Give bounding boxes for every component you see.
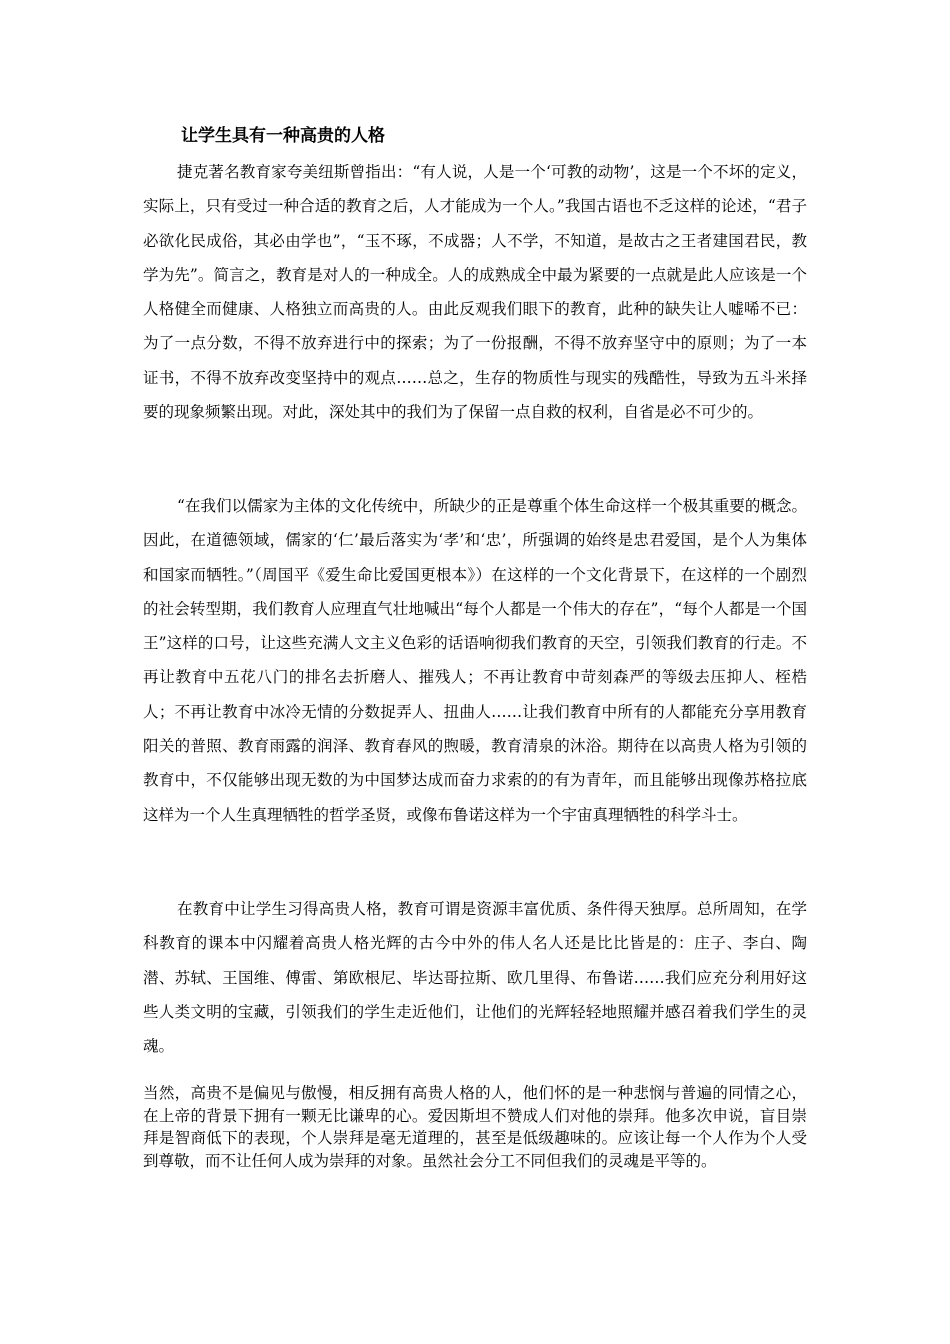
paragraph-1: 捷克著名教育家夸美纽斯曾指出：“有人说，人是一个‘可教的动物’，这是一个不坏的定义，实际上，只有受过一种合适的教育之后，人才能成为一个人。”我国古语也不乏这样的论述，“君子必欲化民成俗，其必由学也”，“玉不琢，不成器；人不学，不知道，是故古之王者建国君民，教学为先”。简言之，教育是对人的一种成全。人的成熟成全中最为紧要的一点就是此人应该是一个人格健全而健康、人格独立而高贵的人。由此反观我们眼下的教育，此种的缺失让人嘘唏不已：为了一点分数，不得不放弃进行中的探索；为了一份报酬，不得不放弃坚守中的原则；为了一本证书，不得不放弃改变坚持中的观点……总之，生存的物质性与现实的残酷性，导致为五斗米择要的现象频繁出现。对此，深处其中的我们为了保留一点自救的权利，自省是必不可少的。 bbox=[143, 163, 807, 422]
paragraph-4: 当然，高贵不是偏见与傲慢，相反拥有高贵人格的人，他们怀的是一种悲悯与普遍的同情之心，在上帝的背景下拥有一颗无比谦卑的心。爱因斯坦不赞成人们对他的崇拜。他多次申说，盲目崇拜是智商低下的表现，个人崇拜是毫无道理的，甚至是低级趣味的。应该让每一个人作为个人受到尊敬，而不让任何人成为崇拜的对象。虽然社会分工不同但我们的灵魂是平等的。 bbox=[143, 1084, 807, 1170]
paragraph-3: 在教育中让学生习得高贵人格，教育可谓是资源丰富优质、条件得天独厚。总所周知，在学科教育的课本中闪耀着高贵人格光辉的古今中外的伟人名人还是比比皆是的：庄子、李白、陶潜、苏轼、王国维、傅雷、第欧根尼、毕达哥拉斯、欧几里得、布鲁诺……我们应充分利用好这些人类文明的宝藏，引领我们的学生走近他们，让他们的光辉轻轻地照耀并感召着我们学生的灵魂。 bbox=[143, 900, 807, 1056]
document-title: 让学生具有一种高贵的人格 bbox=[181, 126, 385, 146]
paragraph-2: “在我们以儒家为主体的文化传统中，所缺少的正是尊重个体生命这样一个极其重要的概念。因此，在道德领域，儒家的‘仁’最后落实为‘孝’和‘忠’，所强调的始终是忠君爱国，是个人为集体和国家而牺牲。”（周国平《爱生命比爱国更根本》）在这样的一个文化背景下，在这样的一个剧烈的社会转型期，我们教育人应理直气壮地喊出“每个人都是一个伟大的存在”，“每个人都是一个国王”这样的口号，让这些充满人文主义色彩的话语响彻我们教育的天空，引领我们教育的行走。不再让教育中五花八门的排名去折磨人、摧残人；不再让教育中苛刻森严的等级去压抑人、桎梏人；不再让教育中冰冷无情的分数捉弄人、扭曲人……让我们教育中所有的人都能充分享用教育阳关的普照、教育雨露的润泽、教育春风的煦暖，教育清泉的沐浴。期待在以高贵人格为引领的教育中，不仅能够出现无数的为中国梦达成而奋力求索的的有为青年，而且能够出现像苏格拉底这样为一个人生真理牺牲的哲学圣贤，或像布鲁诺这样为一个宇宙真理牺牲的科学斗士。 bbox=[143, 497, 807, 824]
